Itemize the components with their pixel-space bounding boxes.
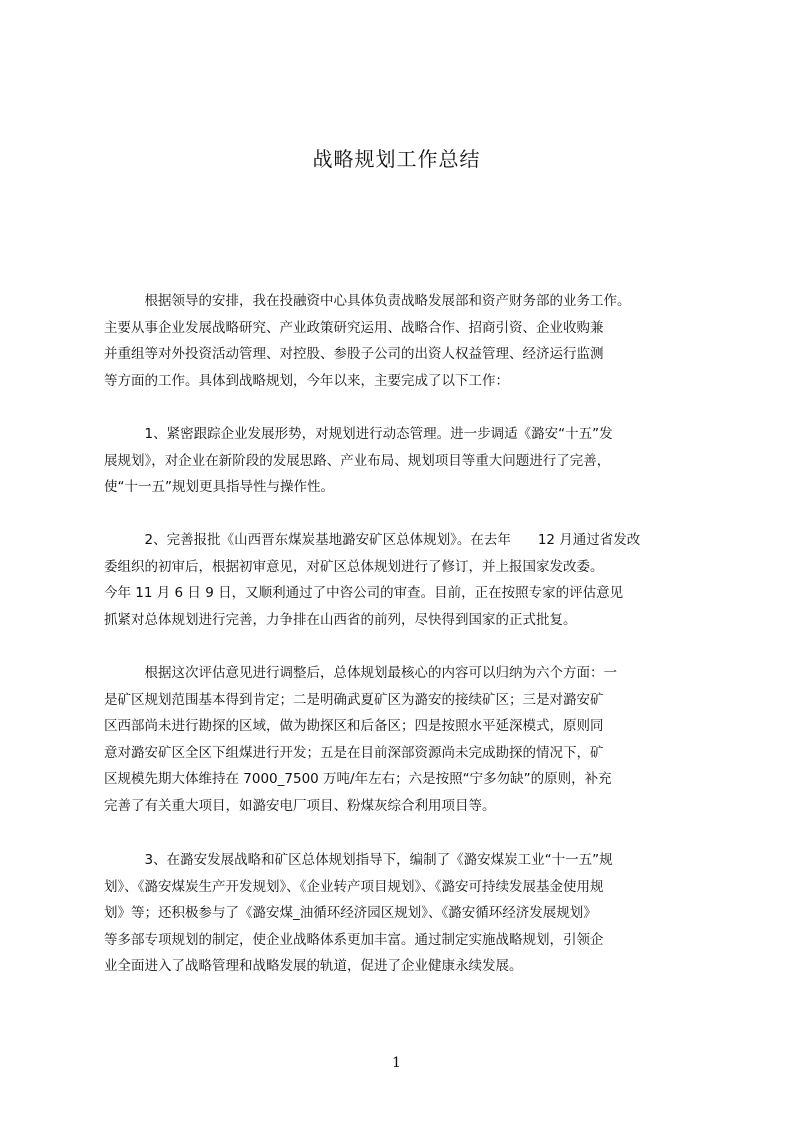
text-line: 根据领导的安排，我在投融资中心具体负责战略发展部和资产财务部的业务工作。 [104,293,631,309]
paragraph-item-3 [104,847,704,980]
text-line: 使“十一五”规划更具指导性与操作性。 [104,479,334,495]
text-line: 抓紧对总体规划进行完善，力争排在山西省的前列，尽快得到国家的正式批复。 [104,611,577,628]
text-line: 划》等；还积极参与了《潞安煤_油循环经济园区规划》、《潞安循环经济发展规划》 [104,905,597,921]
text-line: 并重组等对外投资活动管理、对控股、参股子公司的出资人权益管理、经济运行监测 [104,346,604,362]
paragraph-item-2 [104,527,704,633]
document-title: 战略规划工作总结 [312,147,481,171]
text-line: 今年 11 月 6 日 9 日，又顺利通过了中咨公司的审查。目前，正在按照专家的评估意见 [104,585,624,601]
paragraph-assessment [104,660,704,819]
text-line: 2、完善报批《山西晋东煤炭基地潞安矿区总体规划》。在去年 12 月通过省发改 [104,532,641,548]
text-line: 1、紧密跟踪企业发展形势，对规划进行动态管理。进一步调适《潞安“十五”发 [104,426,613,442]
text-line: 3、在潞安发展战略和矿区总体规划指导下，编制了《潞安煤炭工业“十一五”规 [104,852,613,868]
text-line: 展规划》，对企业在新阶段的发展思路、产业布局、规划项目等重大问题进行了完善， [104,452,611,469]
text-line: 业全面进入了战略管理和战略发展的轨道，促进了企业健康永续发展。 [104,958,523,974]
text-line: 根据这次评估意见进行调整后，总体规划最核心的内容可以归纳为六个方面：一 [104,665,617,681]
text-line: 完善了有关重大项目，如潞安电厂项目、粉煤灰综合利用项目等。 [104,797,496,814]
text-line: 区规模先期大体维持在 7000_7500 万吨/年左右；六是按照“宁多勿缺”的原则，补充 [104,771,612,787]
paragraph-intro [104,288,704,394]
paragraph-item-1 [104,421,704,501]
text-line: 划》、《潞安煤炭生产开发规划》、《企业转产项目规划》、《潞安可持续发展基金使用规 [104,878,604,895]
text-line: 是矿区规划范围基本得到肯定；二是明确武夏矿区为潞安的接续矿区；三是对潞安矿 [104,691,604,708]
text-line: 意对潞安矿区全区下组煤进行开发；五是在目前深部资源尚未完成勘探的情况下，矿 [104,744,604,761]
text-line: 等多部专项规划的制定，使企业战略体系更加丰富。通过制定实施战略规划，引领企 [104,931,604,948]
text-line: 区西部尚未进行勘探的区域，做为勘探区和后备区；四是按照水平延深模式，原则同 [104,718,604,734]
text-line: 等方面的工作。具体到战略规划，今年以来，主要完成了以下工作： [104,372,509,389]
page-number: 1 [392,1055,401,1071]
text-line: 主要从事企业发展战略研究、产业政策研究运用、战略合作、招商引资、企业收购兼 [104,319,604,336]
text-line: 委组织的初审后，根据初审意见，对矿区总体规划进行了修订，并上报国家发改委。 [104,558,604,575]
